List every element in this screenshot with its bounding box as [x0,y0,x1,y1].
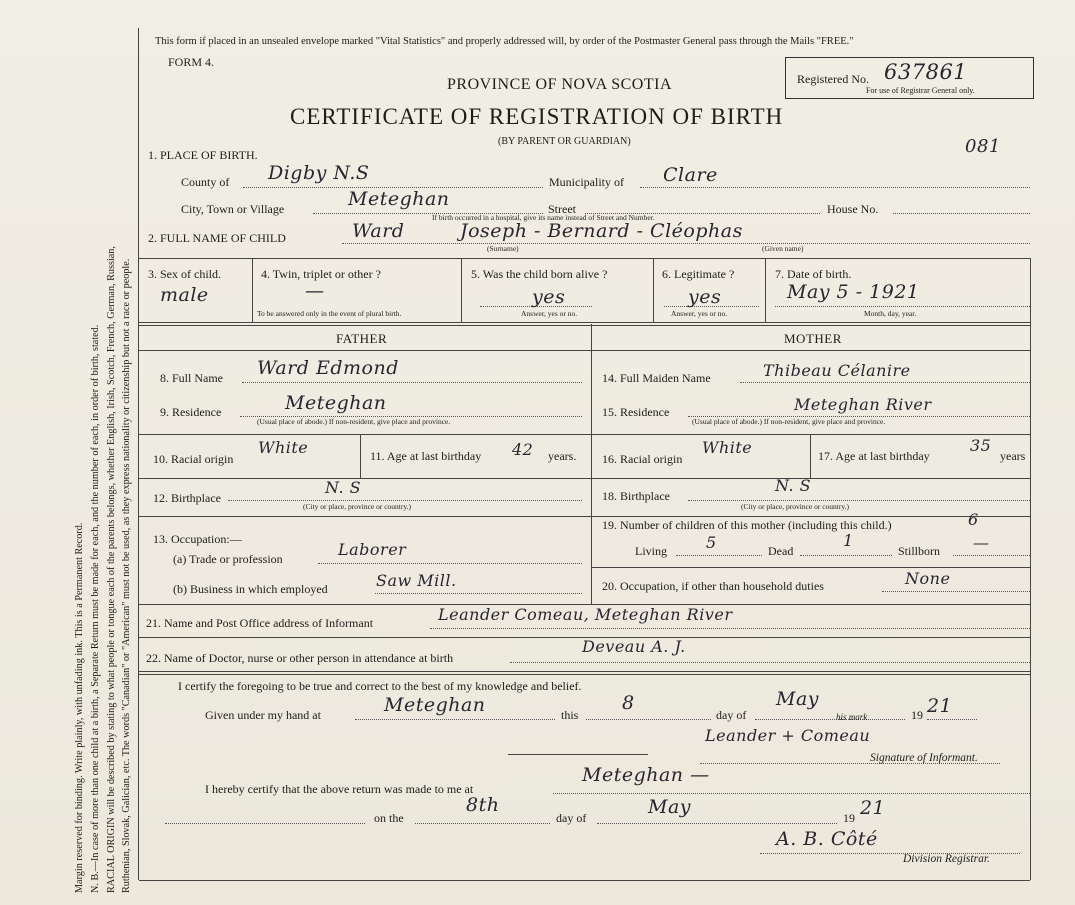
stillborn-line [953,555,1030,556]
margin-note-4: Ruthenian, Slovak, Galician, etc. The words "Canadian" or "American" must not be used, as they express nationality or citizenship but not a race or people. [121,258,132,893]
certificate-title: CERTIFICATE OF REGISTRATION OF BIRTH [290,104,784,129]
mother-residence-note: (Usual place of abode.) If non-resident, give place and province. [692,417,886,426]
cert-year-line [927,719,977,720]
father-occupation-label: 13. Occupation:— [153,532,242,546]
left-border [138,28,139,880]
return-place-value: Meteghan — [582,764,710,786]
parents-heading-rule [139,350,1030,351]
father-birthplace-label: 12. Birthplace [153,491,221,505]
father-age-value: 42 [512,440,534,459]
twin-label: 4. Twin, triplet or other ? [261,267,381,281]
father-trade-label: (a) Trade or profession [173,552,283,566]
father-race-label: 10. Racial origin [153,452,234,466]
birth-date-note: Month, day, year. [864,309,917,318]
doctor-value: Deveau A. J. [582,637,686,656]
return-blank-line [165,823,365,824]
father-business-value: Saw Mill. [376,571,457,590]
mother-race-label: 16. Racial origin [602,452,683,466]
row3-divider-1 [252,258,253,322]
municipality-label: Municipality of [549,175,624,189]
mother-heading: MOTHER [784,331,842,346]
legitimate-value: yes [688,286,722,308]
given-under-label: Given under my hand at [205,708,321,722]
mother-birthplace-line [688,500,1030,501]
return-dayof-label: day of [556,811,587,825]
municipality-value: Clare [663,164,718,186]
mother-age-divider [810,434,811,478]
witness-line [508,754,648,755]
cert-dayof-label: day of [716,708,747,722]
father-birthplace-line [228,500,582,501]
mother-children-value: 6 [968,510,979,529]
mother-residence-value: Meteghan River [794,395,932,414]
legitimate-note: Answer, yes or no. [671,309,728,318]
birth-date-value: May 5 - 1921 [787,281,920,303]
return-place-line [553,793,1030,794]
county-value: Digby N.S [268,162,370,184]
certify-statement: I certify the foregoing to be true and correct to the best of my knowledge and belief. [178,679,582,693]
margin-note-3: RACIAL ORIGIN will be described by stating to what people or tongue each of the parents belongs, whether English, Irish, Scotch, French, German, Russian, [106,246,117,893]
cert-month-line [755,719,905,720]
mother-age-value: 35 [970,436,992,455]
hospital-note: If birth occurred in a hospital, give its name instead of Street and Number. [432,213,655,222]
twin-value: — [305,280,325,302]
house-line [893,213,1030,214]
form-number: FORM 4. [168,55,215,69]
father-years-label: years. [548,449,577,463]
father-name-line [242,382,582,383]
registered-number: 637861 [884,60,968,84]
registrar-use-note: For use of Registrar General only. [866,86,975,95]
father-row-rule-1 [139,434,591,435]
twin-note: To be answered only in the event of plural birth. [257,309,402,318]
parents-center-divider [591,324,592,604]
child-name-label: 2. FULL NAME OF CHILD [148,231,286,245]
given-place-value: Meteghan [384,694,486,716]
mother-name-line [740,382,1030,383]
father-residence-value: Meteghan [285,392,387,414]
father-name-label: 8. Full Name [160,371,223,385]
cert-day-line [586,719,711,720]
father-row-rule-2 [139,478,591,479]
mother-name-value: Thibeau Célanire [763,361,911,380]
mother-occupation-value: None [905,569,951,588]
corner-mark: 081 [965,136,1001,157]
father-residence-label: 9. Residence [160,405,222,419]
father-heading: FATHER [336,331,388,346]
dead-label: Dead [768,544,794,558]
return-statement: I hereby certify that the above return was made to me at [205,782,474,796]
return-month-line [597,823,837,824]
mother-residence-label: 15. Residence [602,405,670,419]
province-heading: PROVINCE OF NOVA SCOTIA [447,76,673,93]
right-border [1030,258,1031,880]
legitimate-label: 6. Legitimate ? [662,267,735,281]
mother-age-label: 17. Age at last birthday [818,449,930,463]
mother-occupation-label: 20. Occupation, if other than household duties [602,579,824,593]
father-age-label: 11. Age at last birthday [370,449,482,463]
dead-line [800,555,892,556]
cert-month-value: May [776,688,820,710]
mother-row-rule-4 [591,567,1030,568]
registrar-signature: A. B. Côté [776,828,878,850]
parents-top-rule [139,322,1030,326]
return-day-value: 8th [466,794,500,816]
city-value: Meteghan [348,188,450,210]
mother-birthplace-value: N. S [775,476,812,495]
mother-row-rule-3 [591,516,1030,517]
stillborn-value: — [973,533,990,552]
alive-value: yes [532,286,566,308]
mother-birthplace-note: (City or place, province or country.) [741,502,850,511]
given-name-note: (Given name) [762,244,804,253]
living-value: 5 [706,533,717,552]
return-on-label: on the [374,811,404,825]
surname-note: (Surname) [487,244,519,253]
alive-label: 5. Was the child born alive ? [471,267,608,281]
birth-date-line [775,306,1030,307]
dead-value: 1 [843,531,854,550]
informant-line [430,628,1030,629]
living-line [676,555,762,556]
row3-divider-3 [653,258,654,322]
postal-notice: This form if placed in an unsealed envelope marked "Vital Statistics" and properly addressed will, by order of the Postmaster General pass through the Mails "FREE." [155,36,854,47]
father-birthplace-note: (City or place, province or country.) [303,502,412,511]
informant-signature-label: Signature of Informant. [870,752,978,764]
doctor-label: 22. Name of Doctor, nurse or other person in attendance at birth [146,651,454,665]
living-label: Living [635,544,667,558]
father-residence-note: (Usual place of abode.) If non-resident, give place and province. [257,417,451,426]
row3-divider-4 [765,258,766,322]
cert-year-value: 21 [927,695,953,717]
mark-note: his mark [836,712,868,722]
father-trade-value: Laborer [338,540,407,559]
sex-value: male [160,284,209,306]
father-name-value: Ward Edmond [257,357,399,379]
margin-note-1: Margin reserved for binding. Write plainly, with unfading ink. This is a Permanent Record. [74,522,85,893]
return-year-prefix: 19 [843,811,855,825]
return-year-value: 21 [860,797,886,819]
father-trade-line [318,563,582,564]
informant-signature: Leander + Comeau [705,726,871,745]
municipality-line [640,187,1030,188]
child-surname: Ward [352,220,405,242]
stillborn-label: Stillborn [898,544,941,558]
cert-year-prefix: 19 [911,708,923,722]
child-given-name: Joseph - Bernard - Cléophas [460,220,743,242]
county-label: County of [181,175,230,189]
certificate-subtitle: (BY PARENT OR GUARDIAN) [498,136,631,147]
birth-date-label: 7. Date of birth. [775,267,852,281]
father-age-divider [360,434,361,478]
given-place-line [355,719,555,720]
house-label: House No. [827,202,879,216]
father-business-line [375,593,582,594]
return-month-value: May [648,796,692,818]
return-day-line [415,823,550,824]
child-name-line [342,243,1030,244]
this-label: this [561,708,579,722]
bottom-border [139,880,1030,881]
place-of-birth-label: 1. PLACE OF BIRTH. [148,148,258,162]
street-label: Street [548,202,576,216]
mother-race-value: White [702,438,753,457]
father-business-label: (b) Business in which employed [173,582,328,596]
doctor-line [510,662,1030,663]
alive-note: Answer, yes or no. [521,309,578,318]
registered-label: Registered No. [797,72,869,86]
mother-years-label: years [1000,449,1026,463]
informant-value: Leander Comeau, Meteghan River [438,605,733,624]
cert-day-value: 8 [622,692,635,714]
certification-top-rule [139,671,1030,675]
mother-name-label: 14. Full Maiden Name [602,371,711,385]
mother-children-label: 19. Number of children of this mother (including this child.) [602,518,892,532]
margin-note-2: N. B.—In case of more than one child at a birth, a Separate Return must be made for each, and the number of each, in order of birth, stated. [90,324,101,893]
father-birthplace-value: N. S [325,478,362,497]
registrar-signature-label: Division Registrar. [903,853,990,865]
father-race-value: White [258,438,309,457]
mother-occupation-line [882,591,1030,592]
father-row-rule-3 [139,516,591,517]
mother-birthplace-label: 18. Birthplace [602,489,670,503]
sex-label: 3. Sex of child. [148,267,221,281]
city-label: City, Town or Village [181,202,285,216]
row3-top-rule [139,258,1030,259]
row3-divider-2 [461,258,462,322]
informant-label: 21. Name and Post Office address of Informant [146,616,374,630]
